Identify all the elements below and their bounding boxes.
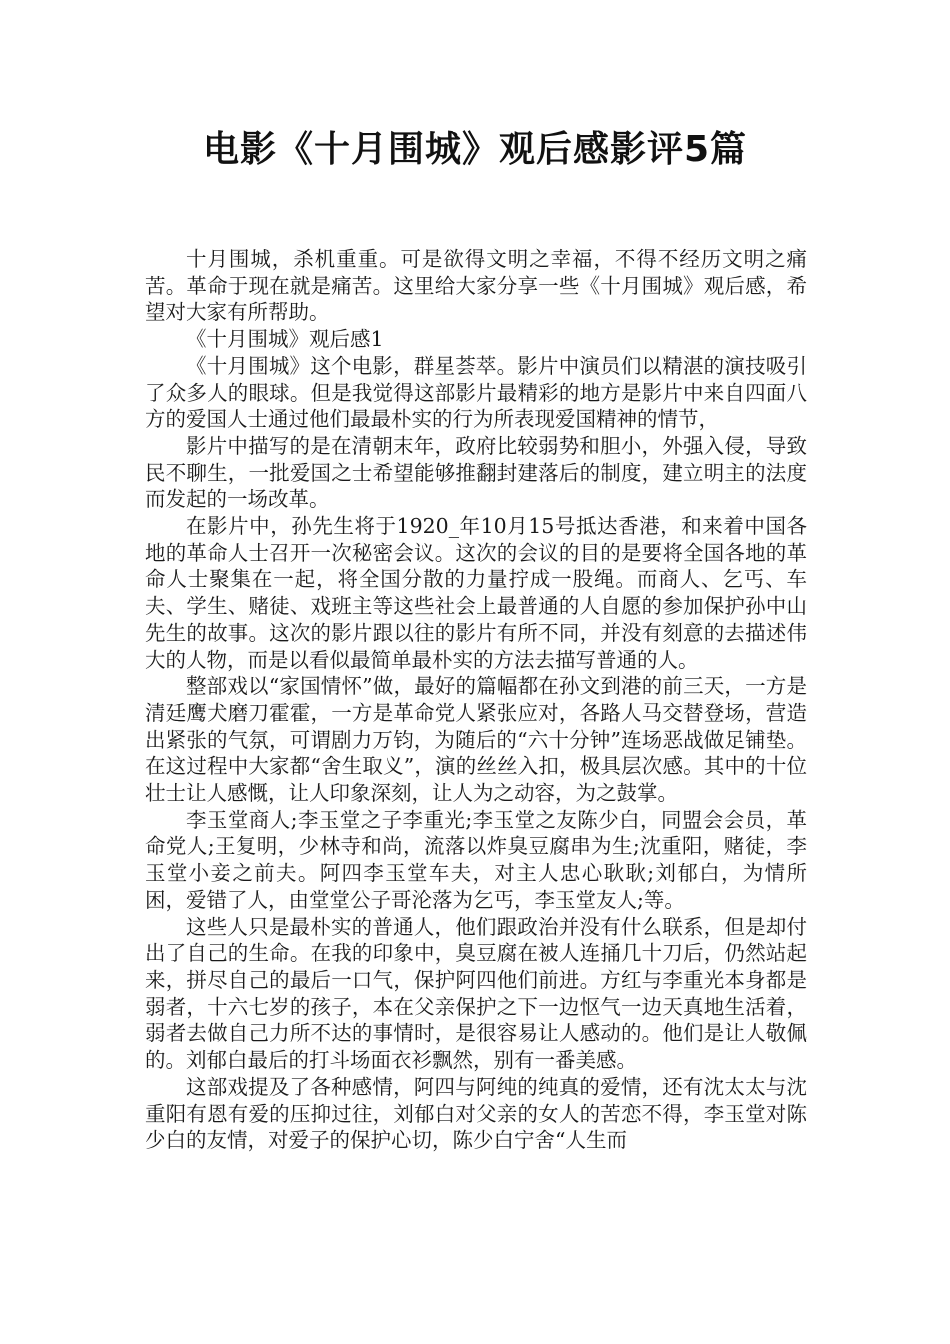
section-heading: 《十月围城》观后感1: [186, 327, 384, 352]
paragraph: 影片中描写的是在清朝末年，政府比较弱势和胆小，外强入侵，导致民不聊生，一批爱国之士希望能够推翻封建落后的制度，建立明主的法度而发起的一场改革。: [145, 433, 807, 512]
paragraph: 整部戏以“家国情怀”做，最好的篇幅都在孙文到港的前三天，一方是清廷鹰犬磨刀霍霍，一方是革命党人紧张应对，各路人马交替登场，营造出紧张的气氛，可谓剧力万钧，为随后的“六十分钟”连场恶战做足铺垫。在这过程中大家都“舍生取义”，演的丝丝入扣，极具层次感。其中的十位壮士让人感慨，让人印象深刻，让人为之动容，为之鼓掌。: [145, 674, 807, 806]
paragraph: 在影片中，孙先生将于1920_年10月15号抵达香港，和来着中国各地的革命人士召开一次秘密会议。这次的会议的目的是要将全国各地的革命人士聚集在一起，将全国分散的力量拧成一股绳。而商人、乞丐、车夫、学生、赌徒、戏班主等这些社会上最普通的人自愿的参加保护孙中山先生的故事。这次的影片跟以往的影片有所不同，并没有刻意的去描述伟大的人物，而是以看似最简单最朴实的方法去描写普通的人。: [145, 514, 807, 672]
paragraph: 李玉堂商人;李玉堂之子李重光;李玉堂之友陈少白，同盟会会员，革命党人;王复明，少林寺和尚，流落以炸臭豆腐串为生;沈重阳，赌徒，李玉堂小妾之前夫。阿四李玉堂车夫，对主人忠心耿耿;刘郁白，为情所困，爱错了人，由堂堂公子哥沦落为乞丐，李玉堂友人;等。: [145, 807, 807, 912]
document-body: [145, 246, 807, 1154]
paragraph: 这些人只是最朴实的普通人，他们跟政治并没有什么联系，但是却付出了自己的生命。在我的印象中，臭豆腐在被人连捅几十刀后，仍然站起来，拼尽自己的最后一口气，保护阿四他们前进。方红与李重光本身都是弱者，十六七岁的孩子，本在父亲保护之下一边怄气一边天真地生活着，弱者去做自己力所不达的事情时，是很容易让人感动的。他们是让人敬佩的。刘郁白最后的打斗场面衣衫飘然，别有一番美感。: [145, 914, 807, 1073]
document-title: 电影《十月围城》观后感影评5篇: [202, 129, 748, 170]
paragraph-intro: 十月围城，杀机重重。可是欲得文明之幸福，不得不经历文明之痛苦。革命于现在就是痛苦。这里给大家分享一些《十月围城》观后感，希望对大家有所帮助。: [145, 247, 807, 325]
paragraph: 这部戏提及了各种感情，阿四与阿纯的纯真的爱情，还有沈太太与沈重阳有恩有爱的压抑过往，刘郁白对父亲的女人的苦恋不得，李玉堂对陈少白的友情，对爱子的保护心切，陈少白宁舍“人生而: [145, 1074, 807, 1153]
paragraph: 《十月围城》这个电影，群星荟萃。影片中演员们以精湛的演技吸引了众多人的眼球。但是我觉得这部影片最精彩的地方是影片中来自四面八方的爱国人士通过他们最最朴实的行为所表现爱国精神的情节，: [145, 353, 807, 432]
